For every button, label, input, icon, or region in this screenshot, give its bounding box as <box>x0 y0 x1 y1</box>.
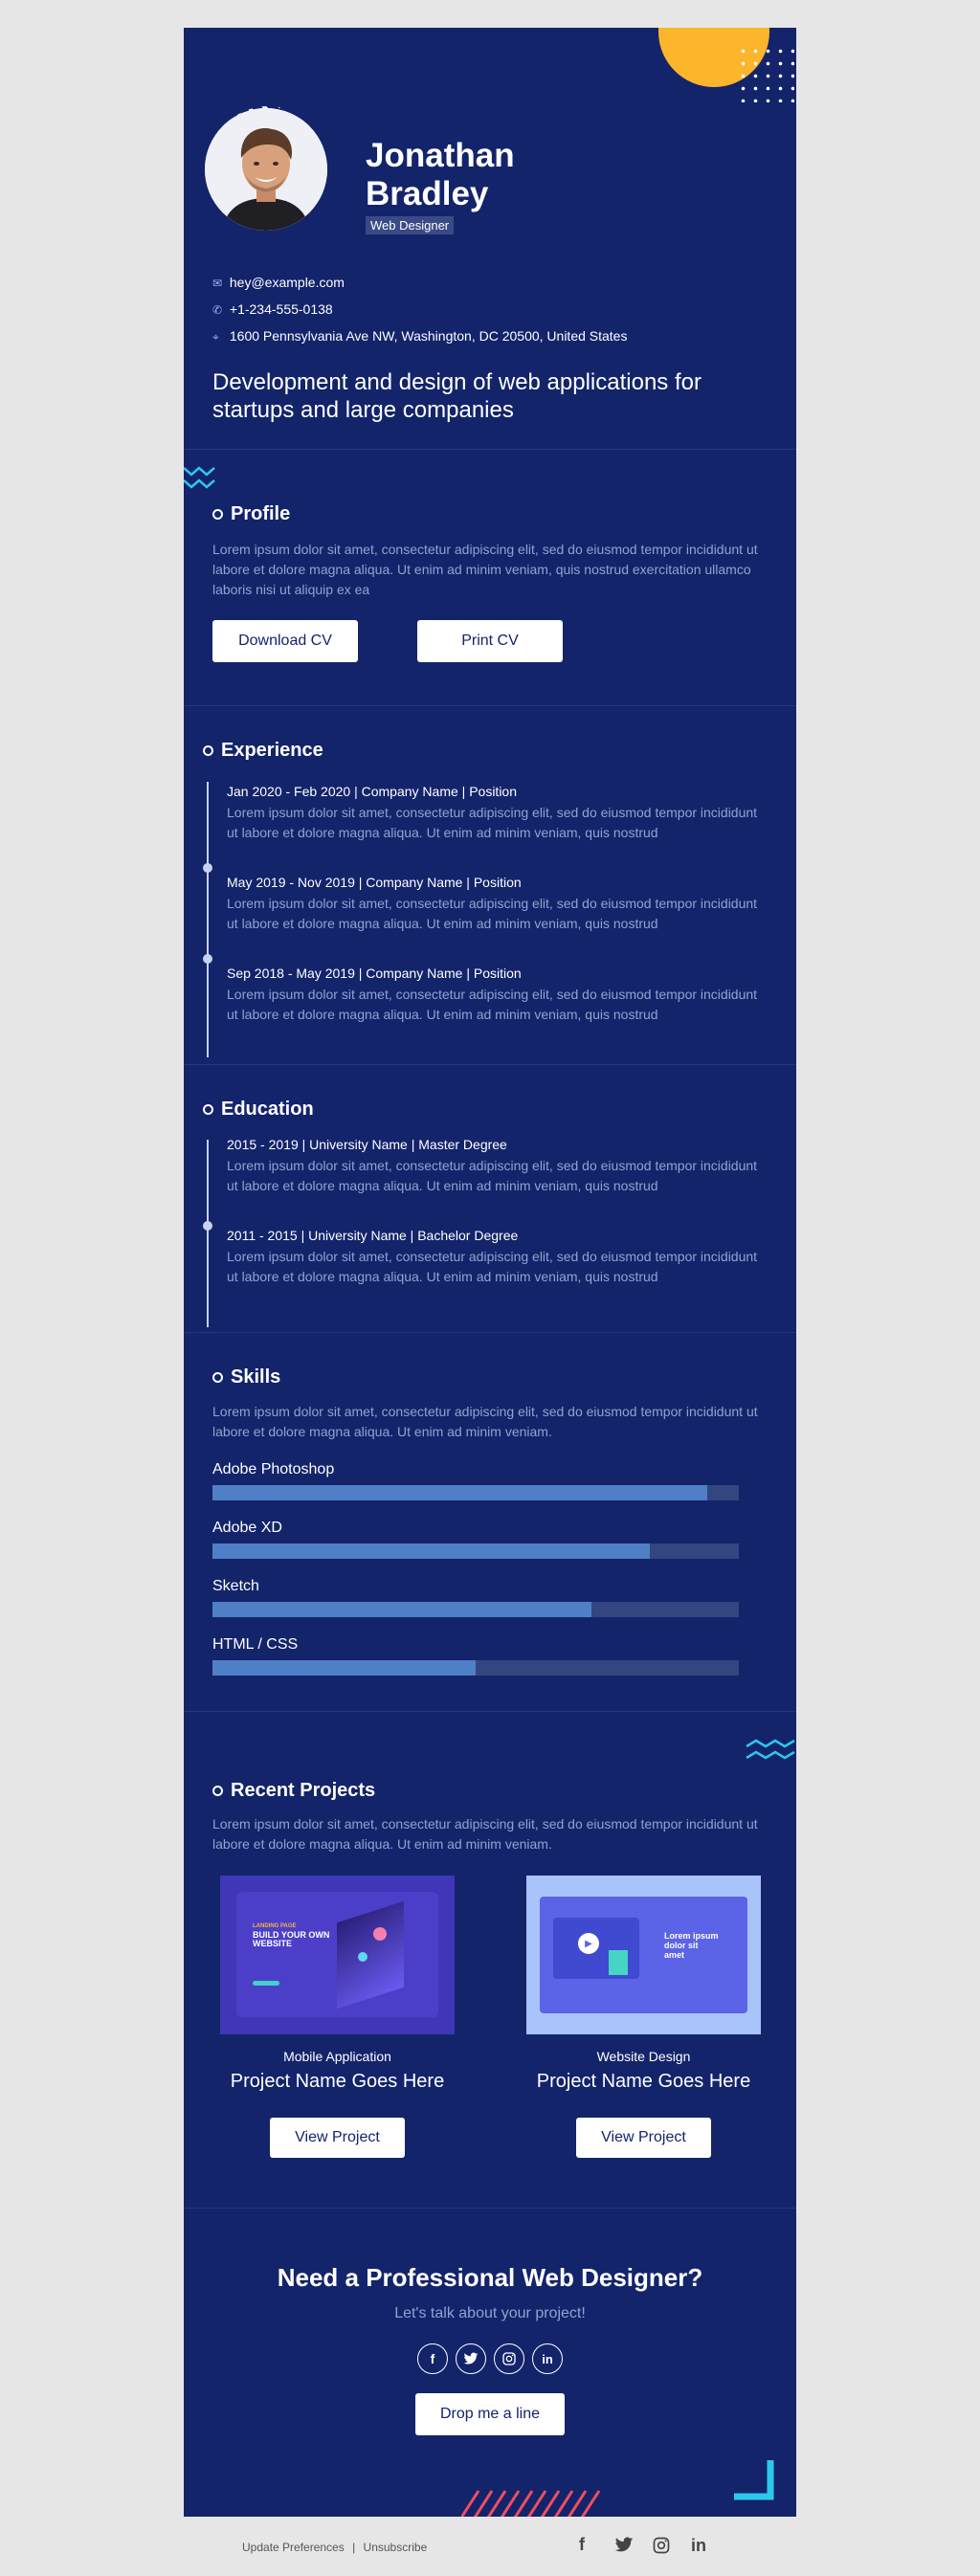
mockup-heading-line: Lorem ipsum <box>664 1931 719 1941</box>
mockup-heading-line: BUILD YOUR OWN <box>253 1930 330 1940</box>
education-item-text: Lorem ipsum dolor sit amet, consectetur adipiscing elit, sed do eiusmod tempor incididunt ut labore et dolore magna aliqua. Ut enim ad minim veniam, quis nostrud <box>227 1158 758 1193</box>
timeline-dot <box>203 1221 212 1231</box>
footer-instagram-icon[interactable] <box>652 2536 671 2560</box>
skill-bar <box>212 1543 739 1559</box>
circle-bullet-icon <box>212 1372 223 1383</box>
mockup-heading-line: dolor sit <box>664 1941 699 1950</box>
phone-icon: ✆ <box>212 303 223 317</box>
profile-title: Profile <box>231 503 291 524</box>
skill-bar-fill <box>212 1660 476 1676</box>
facebook-icon[interactable]: f <box>417 2343 448 2374</box>
linkedin-icon[interactable]: in <box>532 2343 563 2374</box>
contact-phone[interactable] <box>212 301 333 317</box>
circle-bullet-icon <box>212 1786 223 1796</box>
view-project-button[interactable]: View Project <box>270 2118 405 2158</box>
update-preferences-link[interactable]: Update Preferences <box>242 2541 345 2554</box>
experience-item-text: Lorem ipsum dolor sit amet, consectetur adipiscing elit, sed do eiusmod tempor incididunt ut labore et dolore magna aliqua. Ut enim ad minim veniam, quis nostrud <box>227 987 758 1022</box>
experience-item-text: Lorem ipsum dolor sit amet, consectetur adipiscing elit, sed do eiusmod tempor incididunt ut labore et dolore magna aliqua. Ut enim ad minim veniam, quis nostrud <box>227 896 758 931</box>
download-cv-button[interactable]: Download CV <box>212 620 358 662</box>
phone-text: +1-234-555-0138 <box>229 301 333 317</box>
education-item-text: Lorem ipsum dolor sit amet, consectetur adipiscing elit, sed do eiusmod tempor incididunt ut labore et dolore magna aliqua. Ut enim ad minim veniam, quis nostrud <box>227 1249 758 1284</box>
projects-text: Lorem ipsum dolor sit amet, consectetur adipiscing elit, sed do eiusmod tempor incididunt ut labore et dolore magna aliqua. Ut enim ad minim veniam. <box>212 1816 758 1852</box>
section-divider <box>184 1711 796 1712</box>
play-icon: ▶ <box>578 1933 599 1954</box>
education-timeline <box>207 1140 209 1327</box>
name-last: Bradley <box>366 175 489 212</box>
skill-label: HTML / CSS <box>212 1636 299 1653</box>
skill-label: Adobe XD <box>212 1520 282 1536</box>
view-project-button[interactable]: View Project <box>576 2118 711 2158</box>
projects-heading <box>212 1780 375 1802</box>
mockup-heading-line: amet <box>664 1950 685 1960</box>
contact-address <box>212 328 627 344</box>
cta-subtitle: Let's talk about your project! <box>394 2305 586 2321</box>
section-divider <box>184 1332 796 1333</box>
skill-bar <box>212 1602 739 1617</box>
project-category: Website Design <box>596 2049 691 2064</box>
experience-heading <box>203 740 323 762</box>
skill-bar-fill <box>212 1485 707 1500</box>
profile-text: Lorem ipsum dolor sit amet, consectetur adipiscing elit, sed do eiusmod tempor incididunt ut labore et dolore magna aliqua. Ut enim ad minim veniam, quis nostrud exercitation ullamco laboris nisi ut aliquip ex ea <box>212 542 758 597</box>
skill-bar <box>212 1485 739 1500</box>
education-title: Education <box>221 1099 314 1120</box>
skills-text: Lorem ipsum dolor sit amet, consectetur adipiscing elit, sed do eiusmod tempor incididunt ut labore et dolore magna aliqua. Ut enim ad minim veniam. <box>212 1404 758 1439</box>
experience-title: Experience <box>221 740 323 761</box>
projects-title: Recent Projects <box>231 1780 376 1801</box>
section-divider <box>184 705 796 706</box>
education-item-header: 2011 - 2015 | University Name | Bachelor Degree <box>227 1228 519 1243</box>
cta-title: Need a Professional Web Designer? <box>277 2263 703 2292</box>
timeline-dot <box>203 863 212 873</box>
tagline: Development and design of web applications for startups and large companies <box>212 369 702 423</box>
avatar <box>205 108 327 231</box>
envelope-icon: ✉ <box>212 277 223 290</box>
experience-item-text: Lorem ipsum dolor sit amet, consectetur adipiscing elit, sed do eiusmod tempor incididunt ut labore et dolore magna aliqua. Ut enim ad minim veniam, quis nostrud <box>227 805 758 840</box>
mockup-heading-line: WEBSITE <box>253 1939 293 1948</box>
footer-linkedin-icon[interactable]: in <box>691 2536 706 2555</box>
skill-label: Adobe Photoshop <box>212 1461 335 1477</box>
experience-item-header: Jan 2020 - Feb 2020 | Company Name | Position <box>227 784 517 799</box>
project-name: Project Name Goes Here <box>536 2071 751 2092</box>
name-first: Jonathan <box>366 137 515 174</box>
skills-heading <box>212 1366 280 1388</box>
education-item-header: 2015 - 2019 | University Name | Master Degree <box>227 1137 507 1152</box>
skills-title: Skills <box>231 1366 281 1388</box>
zigzag-decoration <box>184 465 216 494</box>
footer-twitter-icon[interactable] <box>614 2537 634 2558</box>
circle-bullet-icon <box>203 1104 213 1115</box>
mockup-button <box>253 1981 279 1986</box>
email-text: hey@example.com <box>229 275 345 290</box>
footer-facebook-icon[interactable]: f <box>579 2535 585 2554</box>
education-heading <box>203 1099 314 1121</box>
corner-bracket-decoration <box>732 2458 778 2504</box>
drop-me-a-line-button[interactable]: Drop me a line <box>415 2393 565 2435</box>
skill-bar-fill <box>212 1543 650 1559</box>
section-divider <box>184 449 796 450</box>
mockup-planet <box>373 1927 387 1941</box>
section-divider <box>184 2208 796 2209</box>
zigzag-decoration <box>745 1739 796 1767</box>
footer-separator: | <box>352 2541 356 2554</box>
project-name: Project Name Goes Here <box>230 2071 445 2092</box>
instagram-icon[interactable] <box>494 2343 524 2374</box>
contact-email[interactable] <box>212 275 345 290</box>
print-cv-button[interactable]: Print CV <box>417 620 563 662</box>
mockup-block <box>609 1950 628 1975</box>
timeline-dot <box>203 954 212 964</box>
experience-timeline <box>207 782 209 1057</box>
twitter-icon[interactable] <box>456 2343 486 2374</box>
location-icon: ⌖ <box>212 330 219 344</box>
circle-bullet-icon <box>203 745 213 756</box>
skill-bar <box>212 1660 739 1676</box>
experience-item-header: May 2019 - Nov 2019 | Company Name | Position <box>227 875 522 890</box>
candidate-name <box>366 137 653 213</box>
project-thumbnail[interactable] <box>526 1876 761 2034</box>
section-divider <box>184 1064 796 1065</box>
skill-bar-fill <box>212 1602 591 1617</box>
mockup-label: LANDING PAGE <box>253 1923 297 1929</box>
address-text: 1600 Pennsylvania Ave NW, Washington, DC 20500, United States <box>229 328 628 344</box>
resume-card <box>184 28 796 2517</box>
mockup-heading <box>253 1931 329 1948</box>
unsubscribe-link[interactable]: Unsubscribe <box>363 2541 428 2554</box>
dot-grid-decoration <box>737 45 794 102</box>
circle-bullet-icon <box>212 509 223 520</box>
red-stripes-decoration <box>461 2489 614 2517</box>
profile-heading <box>212 503 290 525</box>
footer-links <box>242 2541 427 2554</box>
mockup-planet <box>358 1952 368 1962</box>
project-thumbnail[interactable] <box>220 1876 455 2034</box>
skill-label: Sketch <box>212 1578 259 1594</box>
role-badge: Web Designer <box>366 216 454 234</box>
project-category: Mobile Application <box>283 2049 391 2064</box>
mockup-heading <box>664 1931 719 1960</box>
experience-item-header: Sep 2018 - May 2019 | Company Name | Position <box>227 966 522 981</box>
